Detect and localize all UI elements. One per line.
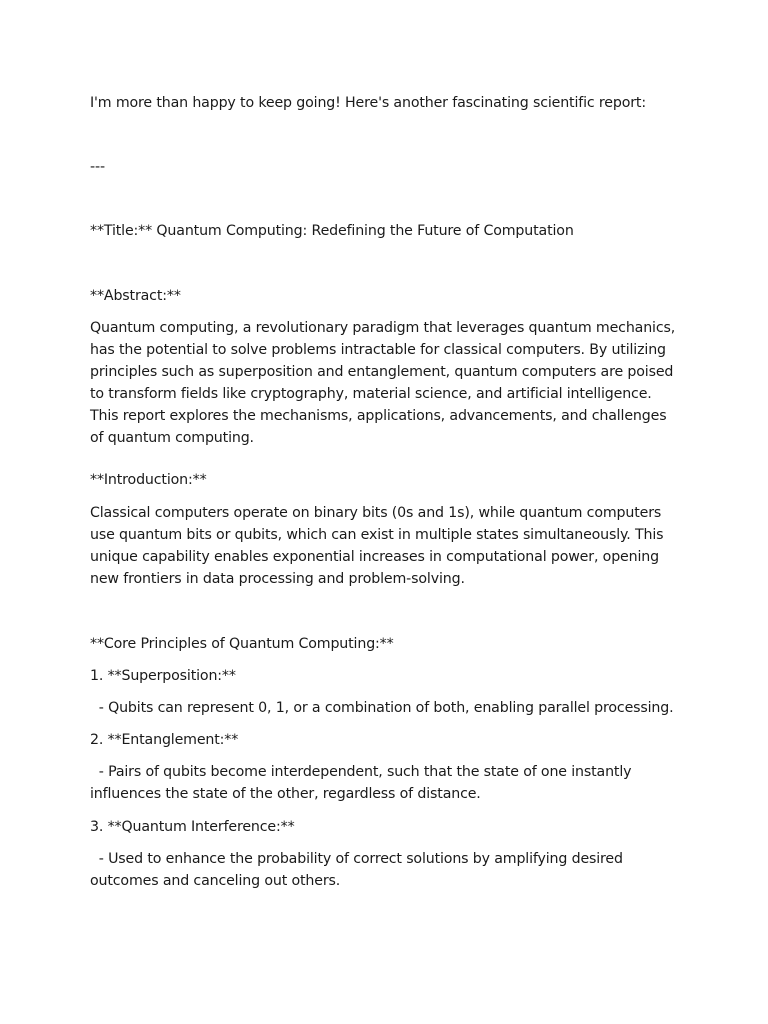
principle-heading-superposition: 1. **Superposition:**: [90, 668, 236, 684]
introduction-body: Classical computers operate on binary bits (0s and 1s), while quantum computers use quantum bits or qubits, which can exist in multiple states simultaneously. This unique capability enables exponential increases in computational power, opening new frontiers in data processing and problem-solving.: [90, 505, 668, 587]
report-title: **Title:** Quantum Computing: Redefining the Future of Computation: [90, 223, 574, 239]
separator: ---: [90, 159, 105, 175]
abstract-body: Quantum computing, a revolutionary paradigm that leverages quantum mechanics, has the potential to solve problems intractable for classical computers. By utilizing principles such as superposition and entanglement, quantum computers are poised to transform fields like cryptography, material science, and artificial intelligence. This report explores the mechanisms, applications, advancements, and challenges of quantum computing.: [90, 320, 680, 446]
intro-text: I'm more than happy to keep going! Here's another fascinating scientific report:: [90, 95, 646, 111]
principle-heading-entanglement: 2. **Entanglement:**: [90, 732, 239, 748]
principle-detail-entanglement: - Pairs of qubits become interdependent, such that the state of one instantly influences the state of the other, regardless of distance.: [90, 764, 636, 802]
principle-detail-interference: - Used to enhance the probability of correct solutions by amplifying desired outcomes and canceling out others.: [90, 851, 628, 889]
principle-detail-superposition: - Qubits can represent 0, 1, or a combination of both, enabling parallel processing.: [90, 700, 674, 716]
principles-heading: **Core Principles of Quantum Computing:**: [90, 636, 394, 652]
principle-heading-interference: 3. **Quantum Interference:**: [90, 819, 295, 835]
introduction-heading: **Introduction:**: [90, 472, 207, 488]
document-page: [90, 0, 680, 1024]
abstract-heading: **Abstract:**: [90, 288, 181, 304]
